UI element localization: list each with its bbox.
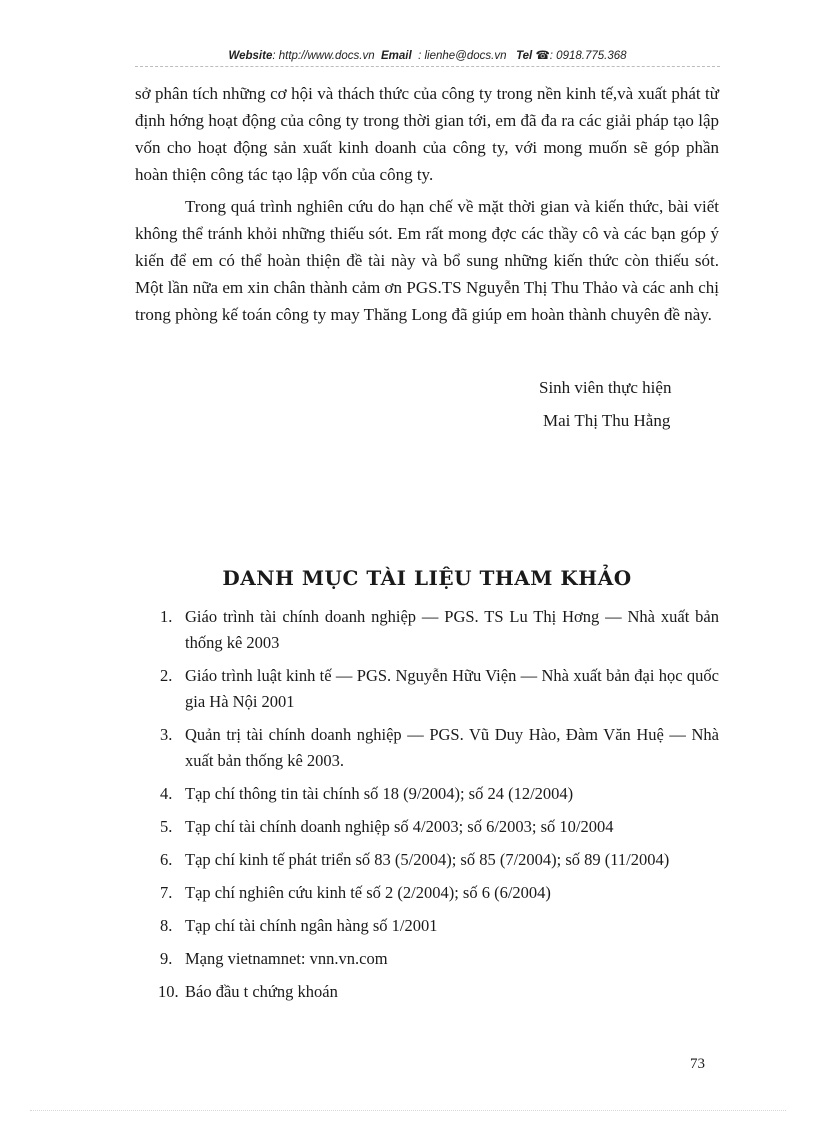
signature-role: Sinh viên thực hiện xyxy=(539,378,672,397)
reference-number: 7. xyxy=(160,883,173,902)
reference-item xyxy=(160,946,719,972)
reference-number: 1. xyxy=(160,607,173,626)
reference-number: 6. xyxy=(160,850,173,869)
reference-item xyxy=(160,722,719,774)
footer-divider xyxy=(30,1110,786,1111)
email-value[interactable]: : lienhe@docs.vn xyxy=(418,50,507,62)
reference-text: Mạng vietnamnet: vnn.vn.com xyxy=(185,949,388,968)
reference-number: 4. xyxy=(160,784,173,803)
tel-label: Tel xyxy=(516,50,533,62)
page-number: 73 xyxy=(690,1056,705,1072)
reference-number: 5. xyxy=(160,817,173,836)
paragraph-1: sở phân tích những cơ hội và thách thức của công ty trong nền kinh tế,và xuất phát từ định hớng hoạt động của công ty trong thời gian tới, em đã đa ra các giải pháp tạo lập vốn cho hoạt động sản xuất kinh doanh của công ty, với mong muốn sẽ góp phần hoàn thiện công tác tạo lập vốn của công ty. xyxy=(135,84,719,184)
phone-icon: ☎ xyxy=(535,50,550,62)
reference-text: Tạp chí tài chính ngân hàng số 1/2001 xyxy=(185,916,438,935)
paragraph-2: Trong quá trình nghiên cứu do hạn chế về mặt thời gian và kiến thức, bài viết không thể tránh khỏi những thiếu sót. Em rất mong đợc các thầy cô và các bạn góp ý kiến để em có thể hoàn thiện đề tài này và bổ sung những kiến thức còn thiếu sót. Một lần nữa em xin chân thành cảm ơn PGS.TS Nguyễn Thị Thu Thảo và các anh chị trong phòng kế toán công ty may Thăng Long đã giúp em hoàn thành chuyên đề này. xyxy=(135,197,719,324)
reference-number: 2. xyxy=(160,666,173,685)
reference-item xyxy=(160,781,719,807)
reference-text: Giáo trình tài chính doanh nghiệp — PGS. TS Lu Thị Hơng — Nhà xuất bản thống kê 2003 xyxy=(185,607,719,652)
website-label: Website xyxy=(228,50,273,62)
reference-item xyxy=(160,847,719,873)
reference-number: 9. xyxy=(160,949,173,968)
reference-item xyxy=(160,663,719,715)
reference-number: 3. xyxy=(160,725,173,744)
reference-item xyxy=(160,979,719,1005)
reference-text: Tạp chí kinh tế phát triển số 83 (5/2004); số 85 (7/2004); số 89 (11/2004) xyxy=(185,850,670,869)
references-list xyxy=(160,604,719,1012)
website-value[interactable]: : http://www.docs.vn xyxy=(272,50,375,62)
reference-text: Giáo trình luật kinh tế — PGS. Nguyễn Hữu Viện — Nhà xuất bản đại học quốc gia Hà Nội 2001 xyxy=(185,666,719,711)
tel-value: : 0918.775.368 xyxy=(549,50,627,62)
email-label: Email xyxy=(381,50,412,62)
body-text xyxy=(135,80,719,328)
reference-text: Quản trị tài chính doanh nghiệp — PGS. Vũ Duy Hào, Đàm Văn Huệ — Nhà xuất bản thống kê 2003. xyxy=(185,725,719,770)
page-header xyxy=(135,48,720,62)
reference-text: Tạp chí nghiên cứu kinh tế số 2 (2/2004); số 6 (6/2004) xyxy=(185,883,551,902)
reference-item xyxy=(160,814,719,840)
reference-item xyxy=(160,880,719,906)
reference-number: 10. xyxy=(158,982,179,1001)
header-divider xyxy=(135,66,720,67)
reference-text: Tạp chí tài chính doanh nghiệp số 4/2003; số 6/2003; số 10/2004 xyxy=(185,817,614,836)
signature-name: Mai Thị Thu Hằng xyxy=(543,411,671,430)
reference-number: 8. xyxy=(160,916,173,935)
reference-item xyxy=(160,913,719,939)
references-title: DANH MỤC TÀI LIỆU THAM KHẢO xyxy=(222,566,632,590)
reference-item xyxy=(160,604,719,656)
reference-text: Tạp chí thông tin tài chính số 18 (9/2004); số 24 (12/2004) xyxy=(185,784,574,803)
reference-text: Báo đầu t chứng khoán xyxy=(185,982,338,1001)
